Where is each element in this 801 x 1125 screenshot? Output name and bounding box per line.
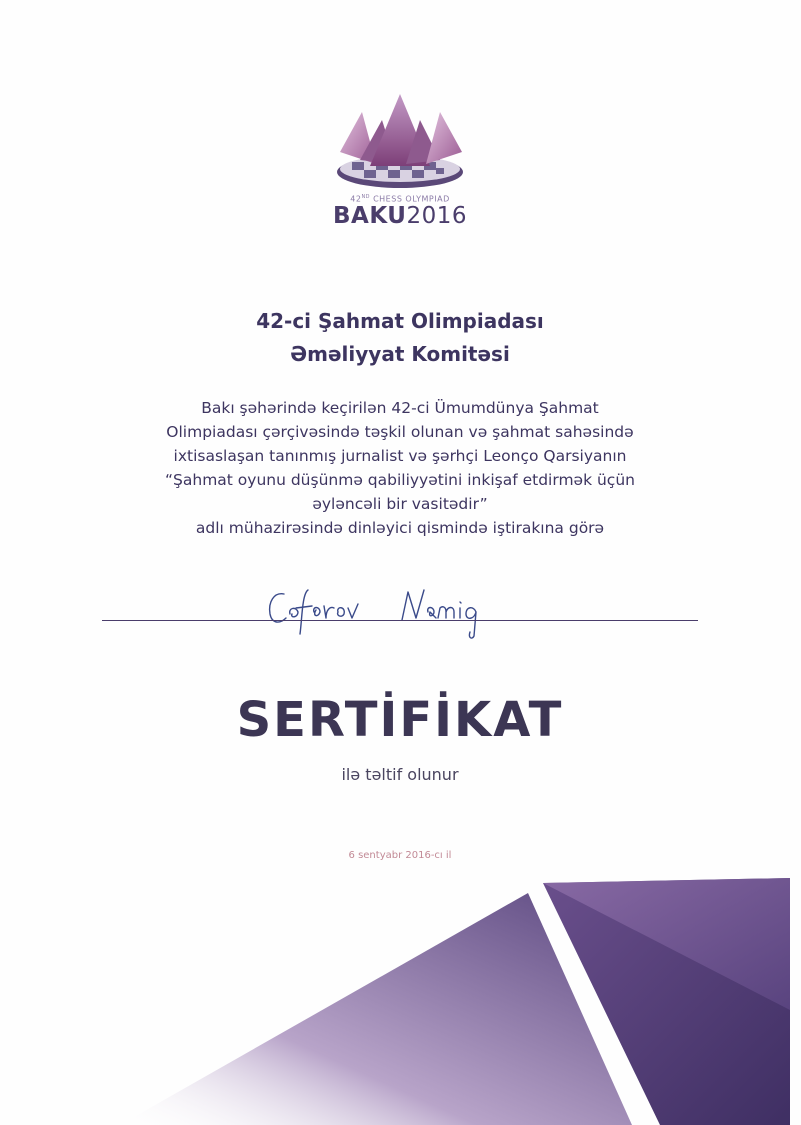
committee-heading xyxy=(100,305,700,371)
logo-wordmark: BAKU2016 xyxy=(333,203,467,229)
recipient-handwritten-name xyxy=(260,580,520,644)
decor-middle-band xyxy=(543,878,790,1125)
body-line: əyləncəli bir vasitədir” xyxy=(312,495,488,513)
issue-date: 6 sentyabr 2016-cı il xyxy=(348,850,452,861)
decor-left-triangle xyxy=(120,893,632,1125)
body-line: ixtisaslaşan tanınmış jurnalist və şərhçi Leonço Qarsiyanın xyxy=(173,447,627,465)
body-line: “Şahmat oyunu düşünmə qabiliyyətini inkişaf etdirmək üçün xyxy=(165,471,635,489)
committee-line-1: 42-ci Şahmat Olimpiadası xyxy=(256,309,544,333)
certificate-body-text xyxy=(90,396,710,540)
logo-pyramid-right xyxy=(426,112,462,164)
olympiad-logo xyxy=(330,90,470,198)
body-line: Bakı şəhərində keçirilən 42-ci Ümumdünya Şahmat xyxy=(201,399,599,417)
logo-tagline: 42ND CHESS OLYMPIAD xyxy=(350,194,450,204)
certificate-title: SERTİFİKAT xyxy=(236,692,564,748)
decor-top-band xyxy=(543,878,790,1010)
body-line: adlı mühazirəsində dinləyici qismində iştirakına görə xyxy=(195,519,605,537)
signature-line xyxy=(102,620,698,621)
committee-line-2: Əməliyyat Komitəsi xyxy=(290,342,510,366)
certificate-subtitle: ilə təltif olunur xyxy=(341,765,459,784)
body-line: Olimpiadası çərçivəsində təşkil olunan və şahmat sahəsində xyxy=(166,423,634,441)
